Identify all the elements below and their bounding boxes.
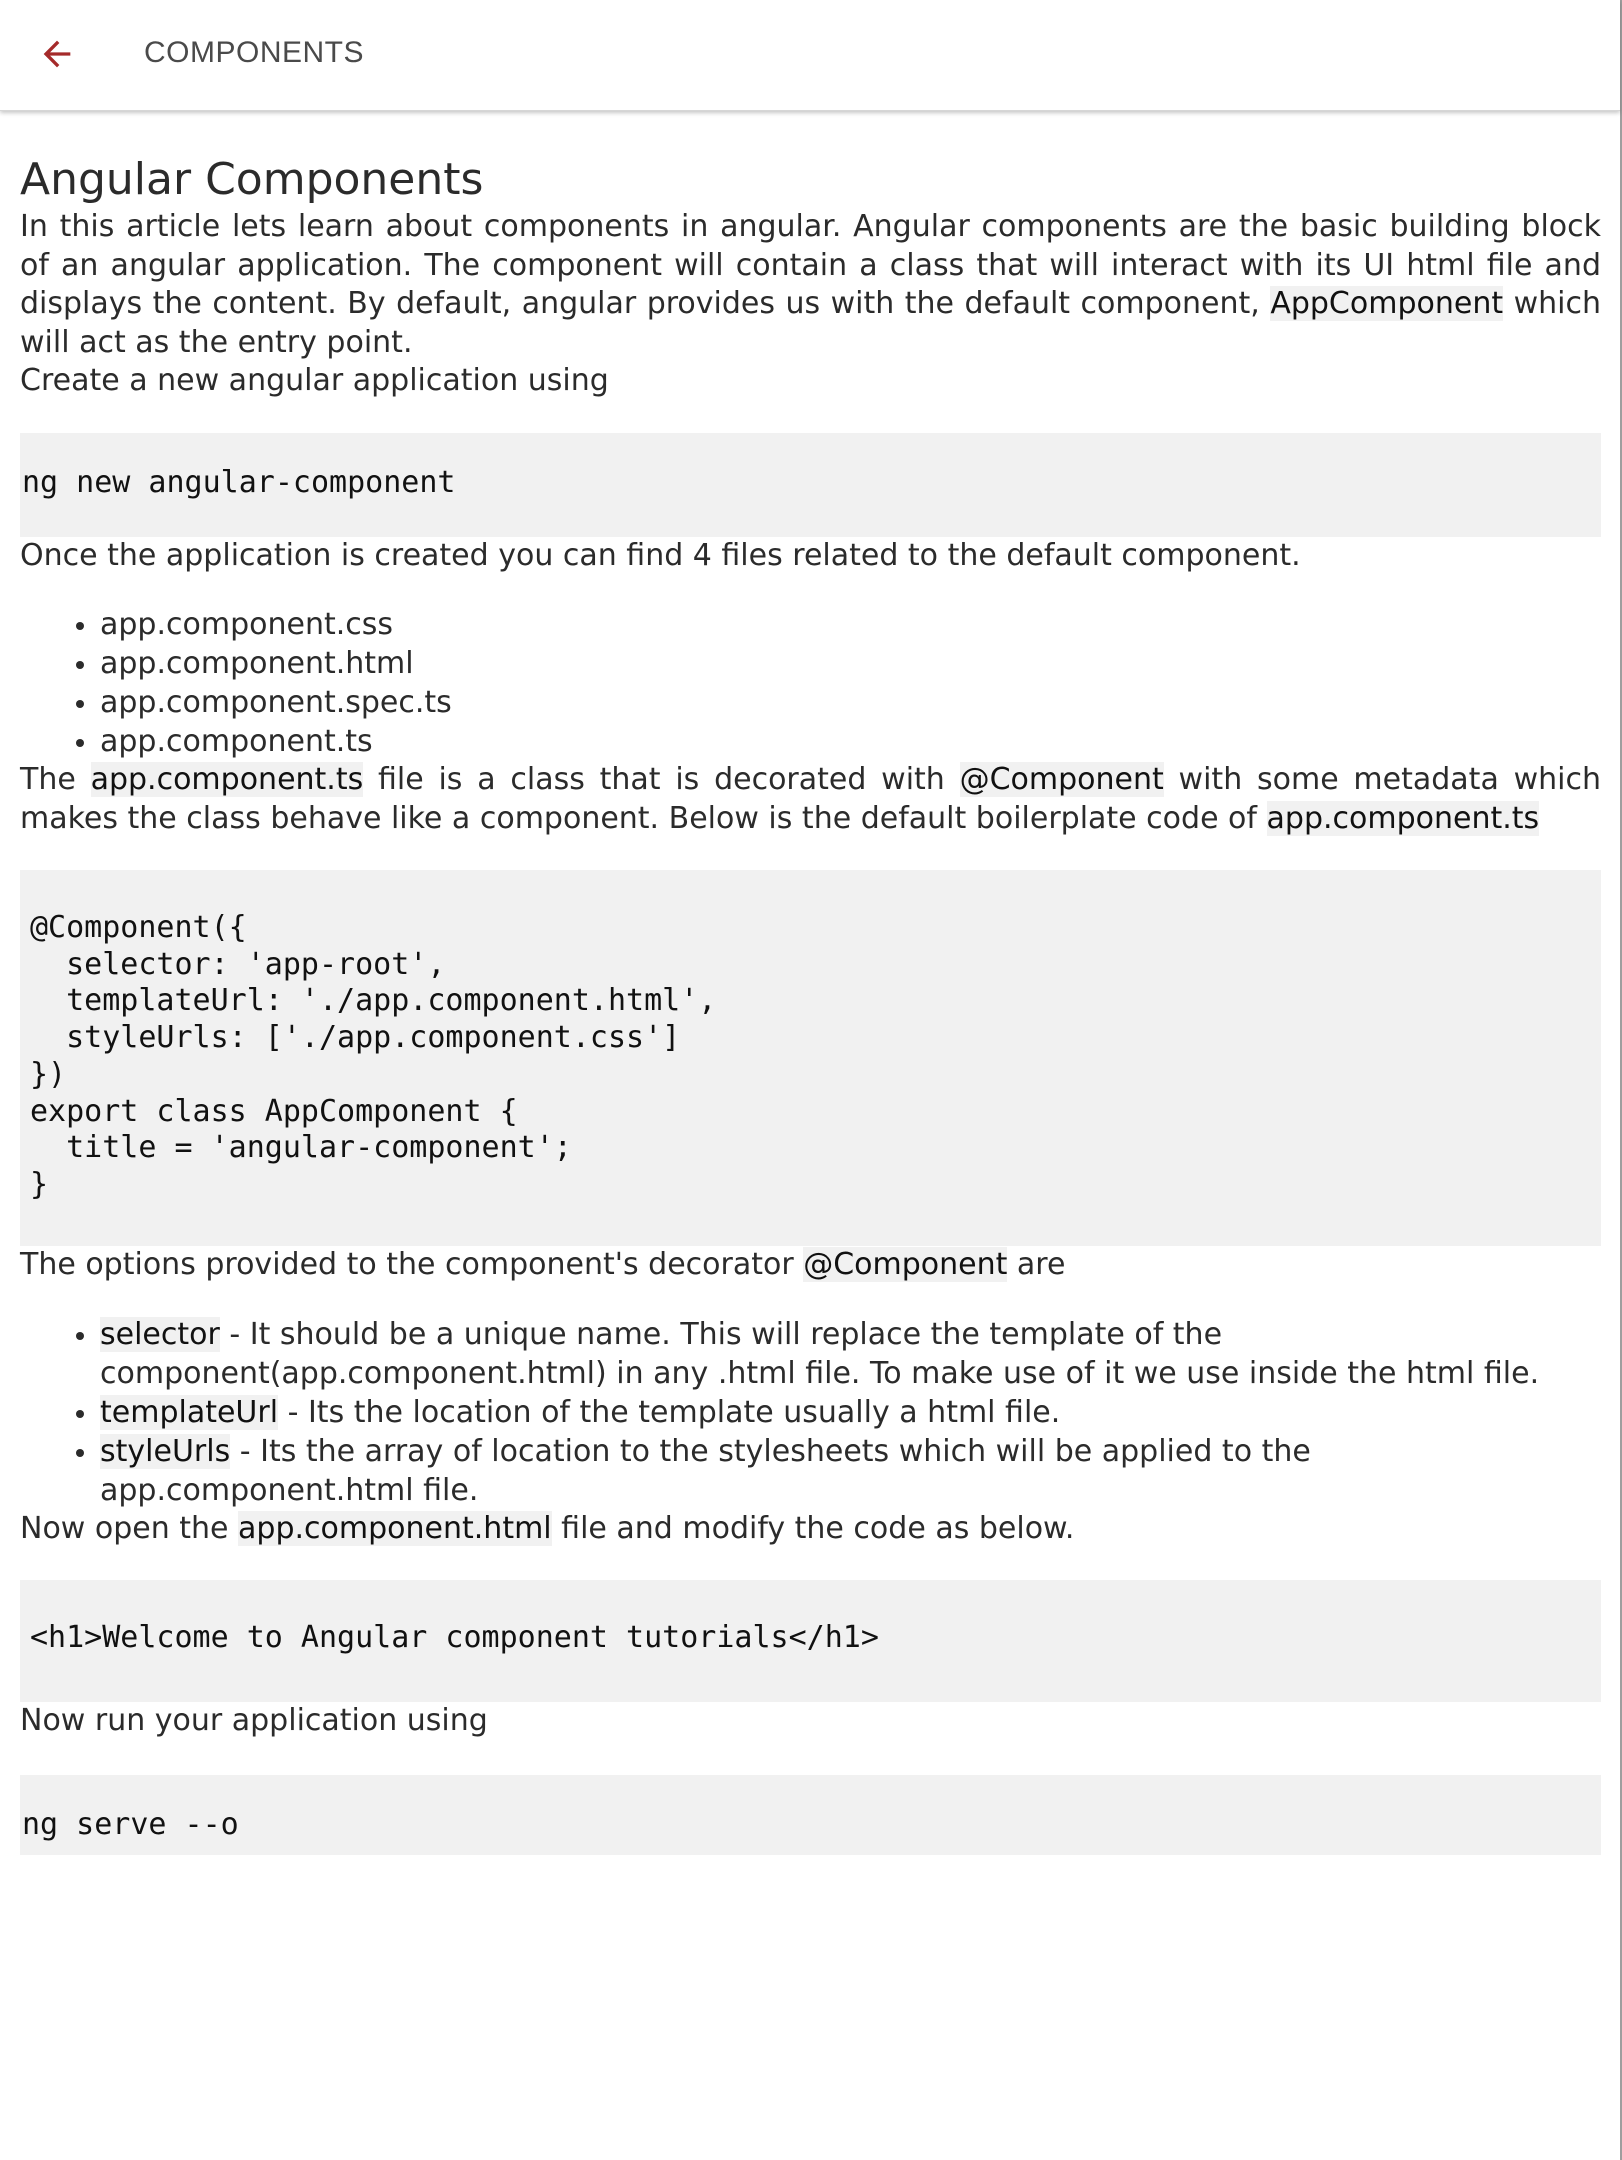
option-name: styleUrls [100, 1433, 231, 1469]
options-list [20, 1315, 1601, 1510]
list-item-templateurl [100, 1393, 1601, 1432]
list-item: app.component.ts [100, 722, 1601, 761]
list-item-selector [100, 1315, 1601, 1393]
option-desc: - Its the array of location to the stylesheets which will be applied to the app.component.html file. [100, 1433, 1311, 1508]
once-paragraph: Once the application is created you can find 4 files related to the default component. [20, 537, 1301, 573]
appbar-title: COMPONENTS [144, 36, 365, 69]
decorator-paragraph [20, 761, 1601, 838]
text-span: The [20, 762, 91, 797]
code-block-ng-serve: ng serve --o [20, 1775, 1601, 1855]
code-block-component: @Component({ selector: 'app-root', templateUrl: './app.component.html', styleUrls: ['./app.component.css'] }) export class AppComponent { title = 'angular-component'; } [20, 870, 1601, 1246]
inline-code-app-component-ts: app.component.ts [90, 762, 364, 797]
article-content [20, 112, 1601, 1855]
inline-code-component-decorator-2: @Component [803, 1247, 1008, 1282]
intro-paragraph [20, 208, 1601, 362]
inline-code-appcomponent: AppComponent [1270, 286, 1504, 321]
option-desc: - It should be a unique name. This will replace the template of the component(app.component.html) in any .html file. To make use of it we use inside the html file. [100, 1316, 1540, 1391]
text-span: file is a class that is decorated with [363, 762, 960, 797]
app-bar [0, 0, 1620, 111]
text-span: Now open the [20, 1510, 239, 1546]
code-block-ng-new: ng new angular-component [20, 433, 1601, 537]
intro-tail: which will act as the entry point. [20, 286, 1601, 360]
text-span: file and modify the code as below. [551, 1510, 1075, 1546]
list-item: app.component.css [100, 605, 1601, 644]
text-span: are [1007, 1247, 1066, 1282]
inline-code-component-decorator: @Component [959, 762, 1164, 797]
arrow-back-icon [37, 34, 77, 74]
run-paragraph: Now run your application using [20, 1703, 488, 1738]
intro-text: In this article lets learn about components in angular. Angular components are the basic building block of an angular application. The component will contain a class that will interact with its UI html file and displays the content. By default, angular provides us with the default component, [20, 209, 1601, 321]
option-name: templateUrl [100, 1394, 279, 1430]
inline-code-app-component-ts-2: app.component.ts [1266, 800, 1540, 836]
list-item: app.component.html [100, 644, 1601, 683]
code-block-html: <h1>Welcome to Angular component tutorials</h1> [20, 1580, 1601, 1702]
text-span: The options provided to the component's decorator [20, 1247, 804, 1282]
inline-code-app-component-html: app.component.html [238, 1510, 552, 1546]
option-desc: - Its the location of the template usually a html file. [278, 1394, 1061, 1430]
option-name: selector [100, 1316, 220, 1352]
page-title: Angular Components [20, 154, 484, 205]
create-paragraph: Create a new angular application using [20, 363, 609, 398]
options-paragraph [20, 1246, 1601, 1285]
open-html-paragraph [20, 1510, 1601, 1549]
files-list [20, 605, 1601, 761]
list-item-styleurls [100, 1432, 1601, 1510]
text-span: with some metadata which makes the class behave like a component. Below is the default boilerplate code of [20, 762, 1601, 836]
back-button[interactable] [30, 27, 84, 81]
list-item: app.component.spec.ts [100, 683, 1601, 722]
